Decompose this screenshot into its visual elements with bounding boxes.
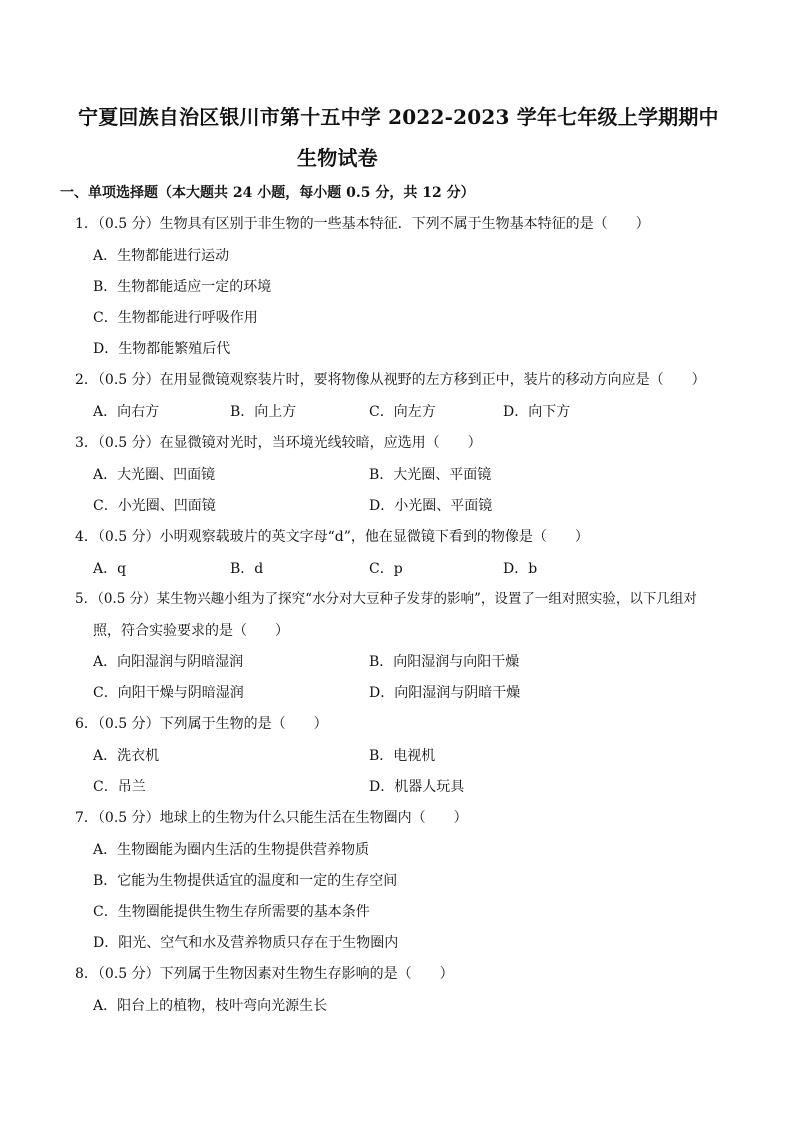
option: B．它能为生物提供适宜的温度和一定的生存空间 [93,873,398,889]
option: C．向左方 [369,404,436,420]
page-title-line1: 宁夏回族自治区银川市第十五中学 2022-2023 学年七年级上学期期中 [78,105,719,129]
option: D．阳光、空气和水及营养物质只存在于生物圈内 [93,935,399,951]
option: A．向阳湿润与阴暗湿润 [93,654,244,670]
section-heading: 一、单项选择题（本大题共 24 小题，每小题 0.5 分，共 12 分） [60,185,475,201]
option: B．生物都能适应一定的环境 [93,279,272,295]
option: B．d [230,561,264,577]
option: C．小光圈、凹面镜 [93,498,216,514]
option: B．电视机 [369,748,436,764]
option: A．生物都能进行运动 [93,248,230,264]
option: D．生物都能繁殖后代 [93,341,231,357]
question-stem: 1．（0.5 分）生物具有区别于非生物的一些基本特征．下列不属于生物基本特征的是（ ） [75,216,650,232]
option: A．阳台上的植物，枝叶弯向光源生长 [93,998,328,1014]
option: D．向阳湿润与阴暗干燥 [369,685,521,701]
question-stem: 7．（0.5 分）地球上的生物为什么只能生活在生物圈内（ ） [75,810,468,826]
page-title-line2: 生物试卷 [297,146,378,170]
option: D．小光圈、平面镜 [369,498,493,514]
option: A．向右方 [93,404,160,420]
question-stem: 8．（0.5 分）下列属于生物因素对生物生存影响的是（ ） [75,966,454,982]
option: A．洗衣机 [93,748,160,764]
option: B．向上方 [230,404,297,420]
question-stem: 4．（0.5 分）小明观察载玻片的英文字母“d”，他在显微镜下看到的物像是（ ） [75,529,589,545]
option: C．生物都能进行呼吸作用 [93,310,258,326]
option: A．q [93,561,127,577]
question-stem: 3．（0.5 分）在显微镜对光时，当环境光线较暗，应选用（ ） [75,435,482,451]
option: B．向阳湿润与向阳干燥 [369,654,520,670]
option: C．生物圈能提供生物生存所需要的基本条件 [93,904,370,920]
option: D．b [503,561,538,577]
option: C．吊兰 [93,779,146,795]
question-stem: 5．（0.5 分）某生物兴趣小组为了探究“水分对大豆种子发芽的影响”，设置了一组对照实验，以下几组对 [75,591,697,607]
option: C．向阳干燥与阴暗湿润 [93,685,244,701]
option: B．大光圈、平面镜 [369,467,492,483]
question-stem: 6．（0.5 分）下列属于生物的是（ ） [75,716,328,732]
option: D．机器人玩具 [369,779,465,795]
option: A．大光圈、凹面镜 [93,467,216,483]
option: C．p [369,561,403,577]
option: D．向下方 [503,404,571,420]
option: A．生物圈能为圈内生活的生物提供营养物质 [93,842,370,858]
question-stem: 2．（0.5 分）在用显微镜观察装片时，要将物像从视野的左方移到正中，装片的移动方向应是（ ） [75,372,706,388]
question-stem-continuation: 照，符合实验要求的是（ ） [93,623,289,639]
